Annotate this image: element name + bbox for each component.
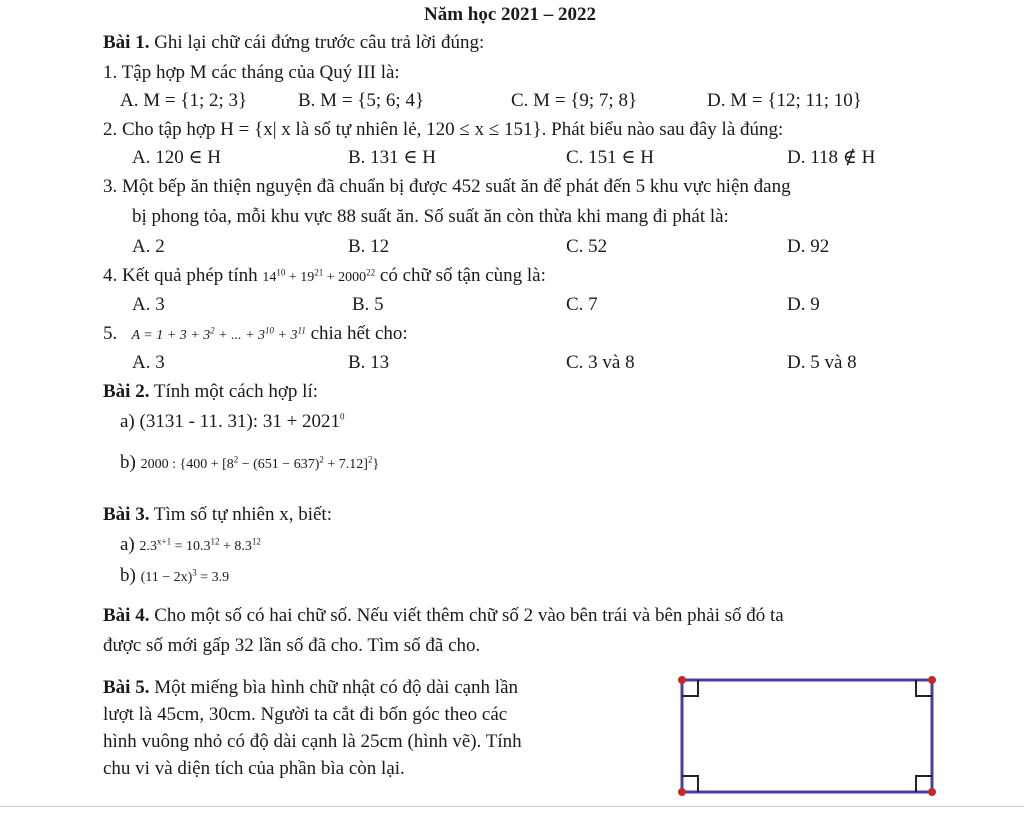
bai2-b-exp3: 2 — [367, 454, 373, 465]
q2-option-d: D. 118 ∉ H — [787, 147, 876, 168]
q4-expr-plus2: + 2000 — [323, 270, 367, 285]
q5-expr-lead: A = 1 + 3 + 3 — [131, 328, 211, 343]
bai2-b-part4: } — [372, 457, 380, 472]
bai3-a-label: a) — [120, 534, 135, 555]
bai2-a-label: a) — [120, 411, 135, 432]
bai2-instruction: Tính một cách hợp lí: — [153, 381, 319, 402]
corner-dot-bottom-right — [928, 788, 936, 796]
bai1-heading — [103, 32, 484, 54]
bai2-b-part1: 2000 : {400 + [8 — [140, 457, 234, 472]
q2-text: 2. Cho tập hợp H = {x| x là số tự nhiên lẻ, 120 ≤ x ≤ 151}. Phát biểu nào sau đây là đúng: — [103, 119, 784, 140]
q2-option-b: B. 131 ∈ H — [348, 147, 436, 168]
bai2-b-part3: + 7.12] — [323, 457, 368, 472]
bai3-a-p2: = 10.3 — [171, 539, 211, 554]
q3-line2: bị phong tỏa, mỗi khu vực 88 suất ăn. Số suất ăn còn thừa khi mang đi phát là: — [132, 206, 729, 227]
bai4-line1-text: Cho một số có hai chữ số. Nếu viết thêm chữ số 2 vào bên trái và bên phải số đó ta — [154, 605, 784, 626]
bai2-a-expr-exp: 0 — [340, 411, 345, 422]
bai3-a-e2: 12 — [210, 536, 220, 547]
bai3-a-p1: 2.3 — [139, 539, 158, 554]
q4-option-b: B. 5 — [352, 294, 384, 315]
bai5-line1 — [103, 677, 518, 699]
bai2-b-part2: − (651 − 637) — [238, 457, 320, 472]
q4-prefix: Kết quả phép tính — [122, 265, 258, 286]
bai1-instruction: Ghi lại chữ cái đứng trước câu trả lời đúng: — [154, 32, 485, 53]
q4-option-a: A. 3 — [132, 294, 165, 315]
q3-line1: 3. Một bếp ăn thiện nguyện đã chuẩn bị được 452 suất ăn để phát đến 5 khu vực hiện đang — [103, 176, 791, 197]
bai2-b-exp1: 2 — [233, 454, 239, 465]
bai2-a-expr-main: (3131 - 11. 31): 31 + 2021 — [139, 411, 341, 432]
q5-option-c: C. 3 và 8 — [566, 352, 635, 373]
q5-expr-mid: + ... + 3 — [214, 328, 266, 343]
q4-option-c: C. 7 — [566, 294, 598, 315]
bai5-line1-text: Một miếng bìa hình chữ nhật có độ dài cạnh lần — [154, 677, 519, 698]
bai2-b-label: b) — [120, 452, 136, 473]
bai1-title: Bài 1. — [103, 32, 150, 53]
q5-expression — [131, 325, 306, 343]
bai3-b-e1: 3 — [192, 567, 197, 578]
bai3-b-p1: (11 − 2x) — [140, 570, 193, 585]
q4-option-d: D. 9 — [787, 294, 820, 315]
q5-option-b: B. 13 — [348, 352, 390, 373]
bai4-line1 — [103, 605, 784, 627]
q5-expr-exp3: 11 — [297, 325, 306, 336]
q5-expr-exp1: 2 — [210, 325, 215, 336]
q5-expr-exp2: 10 — [265, 325, 275, 336]
bai2-b-exp2: 2 — [319, 454, 324, 465]
q4-expr-exp1: 10 — [276, 267, 286, 278]
q4-number: 4. — [103, 265, 118, 286]
bai5-title: Bài 5. — [103, 677, 150, 698]
q4-text — [103, 265, 546, 289]
q2-option-a: A. 120 ∈ H — [132, 147, 222, 168]
q5-suffix: chia hết cho: — [310, 323, 408, 344]
q5-option-a: A. 3 — [132, 352, 165, 373]
q5-expr-plus: + 3 — [274, 328, 298, 343]
q5-option-d: D. 5 và 8 — [787, 352, 857, 373]
page-header-year: Năm học 2021 – 2022 — [424, 4, 597, 25]
bai4-line2: được số mới gấp 32 lần số đã cho. Tìm số đã cho. — [103, 635, 481, 656]
bai3-b-expression — [140, 567, 230, 585]
corner-dot-top-right — [928, 676, 936, 684]
bai3-heading — [103, 504, 332, 526]
cut-rectangle-figure — [676, 674, 938, 798]
q2-option-c: C. 151 ∈ H — [566, 147, 654, 168]
q3-option-b: B. 12 — [348, 236, 390, 257]
q5-number: 5. — [103, 323, 118, 344]
bai2-a — [120, 411, 345, 433]
q1-text: 1. Tập hợp M các tháng của Quý III là: — [103, 62, 400, 83]
bai3-a-expression — [139, 536, 261, 554]
bai3-a — [120, 534, 261, 558]
q1-option-c: C. M = {9; 7; 8} — [511, 90, 638, 111]
bai3-b — [120, 565, 229, 589]
q4-expr-exp3: 22 — [366, 267, 376, 278]
bai3-title: Bài 3. — [103, 504, 150, 525]
q1-option-b: B. M = {5; 6; 4} — [298, 90, 425, 111]
bai5-line3: hình vuông nhỏ có độ dài cạnh là 25cm (hình vẽ). Tính — [103, 731, 522, 752]
bai5-line4: chu vi và diện tích của phần bìa còn lại. — [103, 758, 405, 779]
q4-suffix: có chữ số tận cùng là: — [379, 265, 546, 286]
bai2-b — [120, 452, 379, 476]
q4-expr-base1: 14 — [262, 270, 277, 285]
q3-option-d: D. 92 — [787, 236, 830, 257]
bai4-title: Bài 4. — [103, 605, 150, 626]
bai3-b-p2: = 3.9 — [196, 570, 230, 585]
q4-expr-plus1: + 19 — [285, 270, 315, 285]
bai3-a-e3: 12 — [251, 536, 261, 547]
bai5-line2: lượt là 45cm, 30cm. Người ta cắt đi bốn góc theo các — [103, 704, 508, 725]
q4-expression — [262, 267, 376, 285]
q4-expr-exp2: 21 — [314, 267, 324, 278]
bai3-b-label: b) — [120, 565, 136, 586]
q5-text — [103, 323, 408, 347]
bai2-b-expression — [140, 454, 380, 472]
bottom-divider — [0, 806, 1024, 807]
q1-option-d: D. M = {12; 11; 10} — [707, 90, 862, 111]
bai3-instruction: Tìm số tự nhiên x, biết: — [153, 504, 332, 525]
q3-option-a: A. 2 — [132, 236, 165, 257]
q1-option-a: A. M = {1; 2; 3} — [120, 90, 248, 111]
bai2-heading — [103, 381, 318, 403]
q3-option-c: C. 52 — [566, 236, 608, 257]
corner-dot-top-left — [678, 676, 686, 684]
bai2-title: Bài 2. — [103, 381, 150, 402]
bai3-a-e1: x+1 — [157, 536, 172, 547]
bai3-a-p3: + 8.3 — [219, 539, 252, 554]
outer-rectangle — [682, 680, 932, 792]
corner-dot-bottom-left — [678, 788, 686, 796]
